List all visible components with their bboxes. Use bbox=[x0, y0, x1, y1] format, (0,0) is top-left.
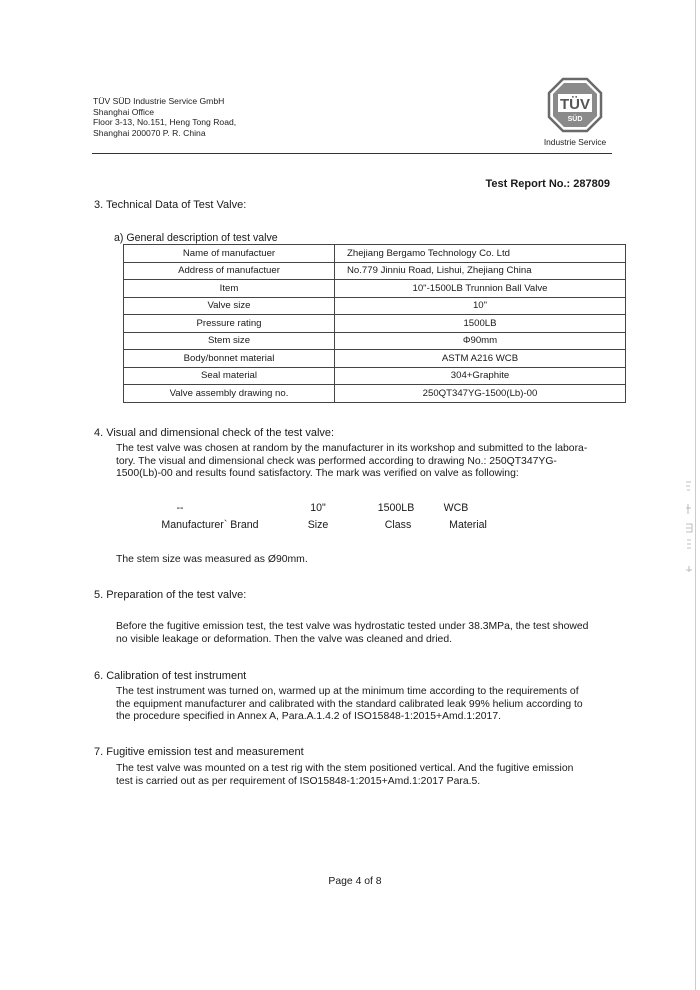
section-3-heading: 3. Technical Data of Test Valve: bbox=[94, 199, 247, 211]
report-number: Test Report No.: 287809 bbox=[485, 178, 610, 190]
table-row bbox=[124, 297, 626, 315]
paragraph-line: The test valve was chosen at random by the manufacturer in its workshop and submitted to the labora- bbox=[116, 443, 588, 454]
spec-value: Zhejiang Bergamo Technology Co. Ltd bbox=[335, 245, 626, 263]
address-line: Shanghai 200070 P. R. China bbox=[93, 127, 206, 138]
mark-size-label: Size bbox=[307, 519, 329, 531]
paragraph-line: the equipment manufacturer and calibrated with the standard calibrated leak 99% helium according to bbox=[116, 698, 583, 710]
stem-note: The stem size was measured as Ø90mm. bbox=[116, 554, 308, 565]
mark-material-value: WCB bbox=[443, 502, 469, 514]
scan-edge bbox=[695, 0, 696, 990]
spec-value: 304+Graphite bbox=[335, 367, 626, 385]
address-line: Shanghai Office bbox=[93, 106, 154, 117]
table-row bbox=[124, 245, 626, 263]
mark-class-label: Class bbox=[384, 519, 412, 531]
spec-label: Valve size bbox=[124, 297, 335, 315]
table-row bbox=[124, 315, 626, 333]
section-5-heading: 5. Preparation of the test valve: bbox=[94, 589, 247, 601]
valve-spec-table bbox=[123, 244, 626, 403]
spec-label: Name of manufactuer bbox=[124, 245, 335, 263]
header-divider bbox=[92, 153, 612, 154]
mark-class-value: 1500LB bbox=[377, 502, 415, 514]
spec-value: No.779 Jinniu Road, Lishui, Zhejiang China bbox=[335, 262, 626, 280]
scan-artifact-icon bbox=[683, 478, 695, 574]
svg-text:TÜV: TÜV bbox=[560, 96, 590, 113]
paragraph-line: Before the fugitive emission test, the test valve was hydrostatic tested under 38.3MPa, the test showed bbox=[116, 621, 589, 632]
svg-text:SÜD: SÜD bbox=[567, 116, 583, 123]
address-line: Floor 3-13, No.151, Heng Tong Road, bbox=[93, 117, 237, 128]
spec-label: Address of manufactuer bbox=[124, 262, 335, 280]
section-6-heading: 6. Calibration of test instrument bbox=[94, 670, 247, 682]
spec-label: Body/bonnet material bbox=[124, 350, 335, 368]
table-row bbox=[124, 332, 626, 350]
logo-caption: Industrie Service bbox=[543, 137, 607, 147]
spec-label: Seal material bbox=[124, 367, 335, 385]
paragraph-line: 1500(Lb)-00 and results found satisfactory. The mark was verified on valve as following: bbox=[116, 468, 519, 480]
spec-value: 250QT347YG-1500(Lb)-00 bbox=[335, 385, 626, 403]
address-line: TÜV SÜD Industrie Service GmbH bbox=[93, 96, 225, 106]
page-number: Page 4 of 8 bbox=[328, 876, 382, 887]
spec-label: Item bbox=[124, 280, 335, 298]
section-6-body bbox=[116, 686, 583, 724]
section-3a-heading: a) General description of test valve bbox=[114, 232, 278, 244]
table-row bbox=[124, 262, 626, 280]
spec-value: 1500LB bbox=[335, 315, 626, 333]
mark-material-label: Material bbox=[449, 519, 487, 531]
paragraph-line: the procedure specified in Annex A, Para.A.1.4.2 of ISO15848-1:2015+Amd.1:2017. bbox=[116, 711, 502, 723]
section-7-heading: 7. Fugitive emission test and measurement bbox=[94, 746, 304, 758]
mark-brand-value: -- bbox=[176, 502, 184, 514]
office-address bbox=[93, 96, 236, 138]
paragraph-line: test is carried out as per requirement of ISO15848-1:2015+Amd.1:2017 Para.5. bbox=[116, 775, 481, 787]
table-row bbox=[124, 367, 626, 385]
section-4-body bbox=[116, 443, 587, 481]
paragraph-line: no visible leakage or deformation. Then the valve was cleaned and dried. bbox=[116, 633, 452, 645]
spec-value: Φ90mm bbox=[335, 332, 626, 350]
tuv-sud-logo-icon bbox=[547, 77, 603, 133]
mark-size-value: 10" bbox=[310, 502, 326, 514]
paragraph-line: tory. The visual and dimensional check was performed according to drawing No.: 250QT347YG- bbox=[116, 455, 557, 467]
table-row bbox=[124, 280, 626, 298]
section-7-body bbox=[116, 763, 573, 788]
mark-brand-label: Manufacturer` Brand bbox=[161, 519, 259, 531]
section-4-heading: 4. Visual and dimensional check of the test valve: bbox=[94, 427, 335, 439]
paragraph-line: The test instrument was turned on, warmed up at the minimum time according to the requirements of bbox=[116, 686, 579, 697]
spec-value: 10" bbox=[335, 297, 626, 315]
spec-value: ASTM A216 WCB bbox=[335, 350, 626, 368]
paragraph-line: The test valve was mounted on a test rig with the stem positioned vertical. And the fugitive emission bbox=[116, 763, 574, 774]
section-5-body bbox=[116, 621, 588, 646]
spec-value: 10"-1500LB Trunnion Ball Valve bbox=[335, 280, 626, 298]
spec-label: Valve assembly drawing no. bbox=[124, 385, 335, 403]
spec-label: Stem size bbox=[124, 332, 335, 350]
table-row bbox=[124, 350, 626, 368]
table-row bbox=[124, 385, 626, 403]
spec-label: Pressure rating bbox=[124, 315, 335, 333]
